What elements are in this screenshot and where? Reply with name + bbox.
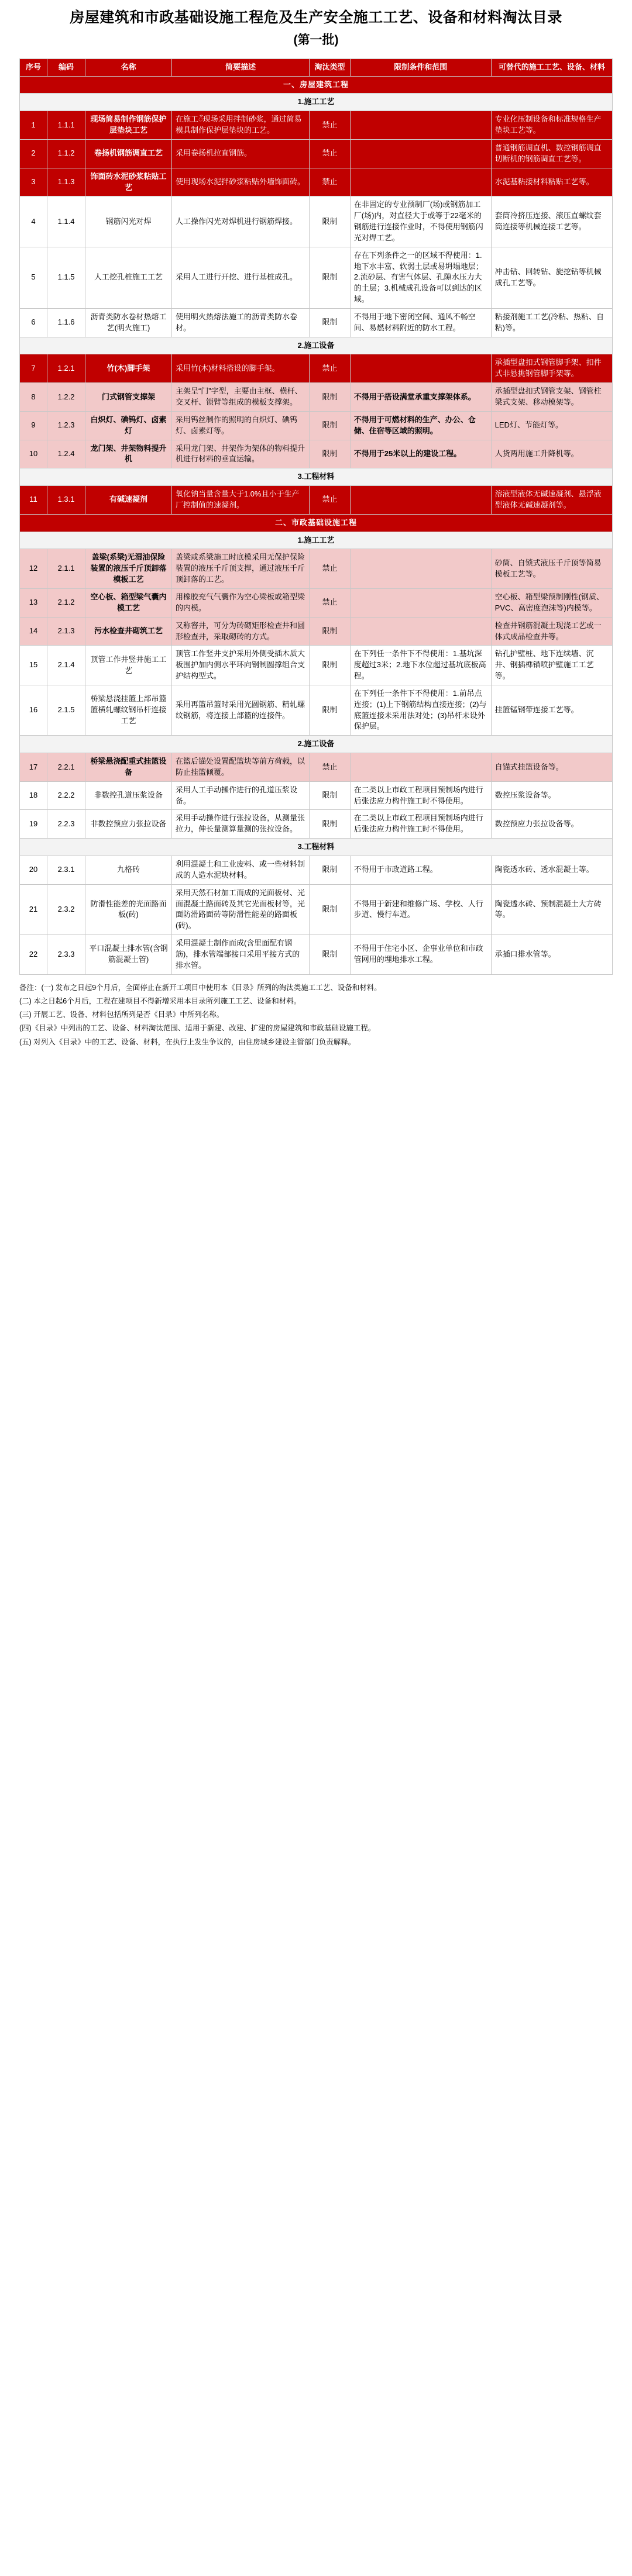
- cell-desc: 采用竹(木)材料搭设的脚手架。: [171, 354, 309, 383]
- cell-type: 限制: [310, 935, 350, 975]
- cell-desc: 使用明火热熔法施工的沥青类防水卷材。: [171, 308, 309, 337]
- cell-limit: [350, 617, 491, 646]
- cell-desc: 利用混凝土和工业废料、或一些材料制成的人造水泥块材料。: [171, 856, 309, 885]
- cell-code: 2.1.1: [47, 549, 85, 589]
- note-line: (四)《目录》中列出的工艺、设备、材料淘汰范围、适用于新建、改建、扩建的房屋建筑和市政基础设施工程。: [19, 1024, 376, 1033]
- cell-type: 限制: [310, 196, 350, 247]
- cell-type: 禁止: [310, 486, 350, 515]
- cell-type: 禁止: [310, 549, 350, 589]
- cell-code: 1.1.5: [47, 247, 85, 308]
- cell-type: 限制: [310, 440, 350, 468]
- cell-limit: [350, 168, 491, 196]
- cell-code: 2.3.3: [47, 935, 85, 975]
- cell-code: 1.1.3: [47, 168, 85, 196]
- cell-name: 污水检查井砌筑工艺: [85, 617, 172, 646]
- cell-type: 限制: [310, 617, 350, 646]
- cell-alt: 承插口排水管等。: [491, 935, 612, 975]
- cell-no: 20: [20, 856, 47, 885]
- cell-desc: 采用卷扬机拉直钢筋。: [171, 139, 309, 168]
- header-desc: 简要描述: [171, 58, 309, 76]
- cell-code: 1.3.1: [47, 486, 85, 515]
- cell-desc: 在篮后锚处设置配篮块等前方荷载，以防止挂篮倾覆。: [171, 753, 309, 782]
- header-row: [20, 58, 613, 76]
- cell-no: 3: [20, 168, 47, 196]
- cell-alt: 挂篮锰钢带连接工艺等。: [491, 685, 612, 735]
- cell-limit: [350, 139, 491, 168]
- cell-desc: 在施工ँ现场采用拌制砂浆，通过简易模具制作保护层垫块的工艺。: [171, 111, 309, 140]
- table-row: [20, 617, 613, 646]
- header-name: 名称: [85, 58, 172, 76]
- cell-alt: LED灯、节能灯等。: [491, 411, 612, 440]
- subsection-title: 2.施工设备: [20, 736, 613, 753]
- cell-alt: 数控预应力张拉设备等。: [491, 810, 612, 839]
- note-line: (五) 对列入《目录》中的工艺、设备、材料，在执行上发生争议的，由住房城乡建设主管部门负责解释。: [19, 1037, 356, 1046]
- cell-alt: 承插型盘扣式钢管支架、钢管柱梁式支架、移动模架等。: [491, 383, 612, 412]
- notes-block: [19, 982, 613, 1049]
- cell-no: 22: [20, 935, 47, 975]
- cell-name: 钢筋闪光对焊: [85, 196, 172, 247]
- header-limit: 限制条件和范围: [350, 58, 491, 76]
- cell-limit: 不得用于新建和维修广场、学校、人行步道、慢行车道。: [350, 884, 491, 934]
- cell-no: 7: [20, 354, 47, 383]
- cell-desc: 采用人工手动操作进行的孔道压浆设备。: [171, 781, 309, 810]
- cell-desc: 人工操作闪光对焊机进行钢筋焊接。: [171, 196, 309, 247]
- cell-type: 限制: [310, 856, 350, 885]
- cell-code: 1.1.6: [47, 308, 85, 337]
- cell-alt: 检查井钢筋混凝土现浇工艺或一体式成品检查井等。: [491, 617, 612, 646]
- cell-limit: [350, 354, 491, 383]
- cell-no: 18: [20, 781, 47, 810]
- subsection-header-row: [20, 532, 613, 549]
- cell-limit: 不得用于可燃材料的生产、办公、仓储、住宿等区域的照明。: [350, 411, 491, 440]
- section-title: 一、房屋建筑工程: [20, 76, 613, 94]
- cell-no: 19: [20, 810, 47, 839]
- page-title: 房屋建筑和市政基础设施工程危及生产安全施工工艺、设备和材料淘汰目录: [70, 9, 562, 26]
- cell-code: 1.2.1: [47, 354, 85, 383]
- note-line: (二) 本之日起6个月后，工程在建项目不得新增采用本目录所列施工工艺、设备和材料。: [19, 996, 301, 1005]
- cell-type: 限制: [310, 411, 350, 440]
- table-row: [20, 856, 613, 885]
- cell-limit: [350, 588, 491, 617]
- cell-limit: [350, 753, 491, 782]
- table-row: [20, 411, 613, 440]
- table-header: [20, 58, 613, 76]
- cell-alt: 砂筒、自锁式液压千斤顶等简易模板工艺等。: [491, 549, 612, 589]
- table-row: [20, 646, 613, 685]
- cell-type: 限制: [310, 884, 350, 934]
- cell-type: 禁止: [310, 168, 350, 196]
- cell-type: 禁止: [310, 588, 350, 617]
- subsection-header-row: [20, 736, 613, 753]
- cell-alt: 自锚式挂篮设备等。: [491, 753, 612, 782]
- cell-desc: 氧化钠当量含量大于1.0%且小于生产厂控制值的速凝剂。: [171, 486, 309, 515]
- table-row: [20, 685, 613, 735]
- title-block: [0, 0, 632, 53]
- cell-name: 沥青类防水卷材热熔工艺(明火施工): [85, 308, 172, 337]
- cell-type: 限制: [310, 383, 350, 412]
- note-line: (三) 开展工艺、设备、材料包括所列是否《目录》中所列名称。: [19, 1011, 224, 1019]
- subsection-header-row: [20, 94, 613, 111]
- section-header-row: [20, 76, 613, 94]
- cell-name: 非数控孔道压浆设备: [85, 781, 172, 810]
- cell-name: 门式钢管支撑架: [85, 383, 172, 412]
- table-row: [20, 440, 613, 468]
- cell-alt: 数控压浆设备等。: [491, 781, 612, 810]
- cell-name: 卷扬机钢筋调直工艺: [85, 139, 172, 168]
- cell-no: 17: [20, 753, 47, 782]
- table-row: [20, 196, 613, 247]
- cell-desc: 采用手动操作进行张拉设备，从测量张拉力，伸长量测算量测的张拉设备。: [171, 810, 309, 839]
- cell-name: 平口混凝土排水管(含钢筋混凝土管): [85, 935, 172, 975]
- cell-alt: 溶液型液体无碱速凝剂、悬浮液型液体无碱速凝剂等。: [491, 486, 612, 515]
- header-no: 序号: [20, 58, 47, 76]
- cell-code: 1.1.4: [47, 196, 85, 247]
- table-row: [20, 935, 613, 975]
- cell-code: 1.2.3: [47, 411, 85, 440]
- subsection-title: 1.施工工艺: [20, 94, 613, 111]
- cell-alt: 普通钢筋调直机、数控钢筋调直切断机的钢筋调直工艺等。: [491, 139, 612, 168]
- cell-code: 2.3.2: [47, 884, 85, 934]
- subsection-header-row: [20, 839, 613, 856]
- cell-name: 白炽灯、碘钨灯、卤素灯: [85, 411, 172, 440]
- cell-desc: 使用现场水泥拌砂浆粘贴外墙饰面砖。: [171, 168, 309, 196]
- table-row: [20, 810, 613, 839]
- cell-type: 限制: [310, 810, 350, 839]
- cell-code: 2.1.4: [47, 646, 85, 685]
- table-row: [20, 139, 613, 168]
- note-line: 备注：(一) 发布之日起9个月后，全面停止在新开工项目中使用本《目录》所列的淘汰类施工工艺、设备和材料。: [19, 983, 382, 992]
- subsection-title: 1.施工工艺: [20, 532, 613, 549]
- cell-limit: 在下列任一条件下不得使用：1.前吊点连接；(1)上下钢筋结构直接连接；(2)与底篮连接未采用法对处；(3)吊杆未设外保护层。: [350, 685, 491, 735]
- subsection-title: 3.工程材料: [20, 468, 613, 486]
- cell-no: 21: [20, 884, 47, 934]
- cell-limit: [350, 549, 491, 589]
- cell-name: 防滑性能差的光面路面板(砖): [85, 884, 172, 934]
- table-row: [20, 753, 613, 782]
- cell-desc: 采用混凝土制作而成(含里面配有钢筋)，排水管端部接口采用平接方式的排水管。: [171, 935, 309, 975]
- cell-type: 禁止: [310, 753, 350, 782]
- cell-alt: 承插型盘扣式钢管脚手架、扣件式非悬挑钢管脚手架等。: [491, 354, 612, 383]
- table-row: [20, 308, 613, 337]
- cell-name: 盖梁(系梁)无湿油保险装置的液压千斤顶卸落模板工艺: [85, 549, 172, 589]
- cell-alt: 水泥基粘接材料粘贴工艺等。: [491, 168, 612, 196]
- cell-no: 9: [20, 411, 47, 440]
- cell-name: 竹(木)脚手架: [85, 354, 172, 383]
- section-header-row: [20, 514, 613, 532]
- cell-limit: 不得用于25米以上的建设工程。: [350, 440, 491, 468]
- cell-limit: 不得用于地下密闭空间、通风不畅空间、易燃材料附近的防水工程。: [350, 308, 491, 337]
- cell-type: 限制: [310, 308, 350, 337]
- subsection-header-row: [20, 337, 613, 354]
- cell-type: 禁止: [310, 139, 350, 168]
- cell-limit: 在下列任一条件下不得使用：1.基坑深度超过3米；2.地下水位超过基坑底板高程。: [350, 646, 491, 685]
- cell-no: 11: [20, 486, 47, 515]
- cell-desc: 采用人工进行开挖、进行基桩成孔。: [171, 247, 309, 308]
- table-row: [20, 884, 613, 934]
- cell-limit: 在二类以上市政工程项目预制场内进行后张法应力构件施工时不得使用。: [350, 810, 491, 839]
- cell-code: 2.1.5: [47, 685, 85, 735]
- cell-limit: 不得用于住宅小区、企事业单位和市政管网用的埋地排水工程。: [350, 935, 491, 975]
- cell-desc: 用橡胶充气气囊作为空心梁板或箱型梁的内模。: [171, 588, 309, 617]
- cell-type: 限制: [310, 247, 350, 308]
- cell-limit: [350, 111, 491, 140]
- cell-type: 限制: [310, 781, 350, 810]
- cell-alt: 人货两用施工升降机等。: [491, 440, 612, 468]
- cell-no: 12: [20, 549, 47, 589]
- cell-code: 2.3.1: [47, 856, 85, 885]
- cell-alt: 专业化压制设备和标准规格生产垫块工艺等。: [491, 111, 612, 140]
- cell-alt: 陶瓷透水砖、透水混凝土等。: [491, 856, 612, 885]
- cell-name: 非数控预应力张拉设备: [85, 810, 172, 839]
- cell-name: 人工挖孔桩施工工艺: [85, 247, 172, 308]
- cell-limit: 不得用于搭设满堂承重支撑架体系。: [350, 383, 491, 412]
- cell-name: 九格砖: [85, 856, 172, 885]
- document-page: [0, 0, 632, 1056]
- table-row: [20, 168, 613, 196]
- cell-desc: 采用钨丝制作的照明的白炽灯、碘钨灯、卤素灯等。: [171, 411, 309, 440]
- cell-code: 1.1.1: [47, 111, 85, 140]
- cell-no: 1: [20, 111, 47, 140]
- subsection-header-row: [20, 468, 613, 486]
- page-subtitle: (第一批): [293, 33, 339, 47]
- cell-limit: 在二类以上市政工程项目预制场内进行后张法应力构件施工时不得使用。: [350, 781, 491, 810]
- cell-alt: 陶瓷透水砖、预制混凝土大方砖等。: [491, 884, 612, 934]
- table-row: [20, 354, 613, 383]
- cell-type: 限制: [310, 685, 350, 735]
- cell-no: 5: [20, 247, 47, 308]
- table-body: [20, 76, 613, 974]
- cell-name: 现场简易制作钢筋保护层垫块工艺: [85, 111, 172, 140]
- cell-code: 2.2.1: [47, 753, 85, 782]
- cell-no: 6: [20, 308, 47, 337]
- cell-no: 4: [20, 196, 47, 247]
- cell-alt: 空心板、箱型梁预制刚性(钢质、PVC、高密度泡沫等)内模等。: [491, 588, 612, 617]
- cell-type: 禁止: [310, 354, 350, 383]
- table-row: [20, 383, 613, 412]
- table-row: [20, 486, 613, 515]
- cell-code: 2.2.3: [47, 810, 85, 839]
- cell-no: 13: [20, 588, 47, 617]
- cell-code: 2.1.2: [47, 588, 85, 617]
- cell-desc: 盖梁或系梁施工时底模采用无保护保险装置的液压千斤顶支撑，通过液压千斤顶卸落的工艺。: [171, 549, 309, 589]
- cell-desc: 又称窨井，可分为砖砌矩形检查井和圆形检查井，采取砌砖的方式。: [171, 617, 309, 646]
- cell-name: 顶管工作井竖井施工工艺: [85, 646, 172, 685]
- section-title: 二、市政基础设施工程: [20, 514, 613, 532]
- cell-alt: 钻孔护壁桩、地下连续墙、沉井、钢插榫锚喷护壁施工工艺等。: [491, 646, 612, 685]
- cell-no: 2: [20, 139, 47, 168]
- cell-limit: [350, 486, 491, 515]
- cell-code: 1.2.2: [47, 383, 85, 412]
- table-row: [20, 247, 613, 308]
- cell-desc: 顶管工作竖井支护采用外侧受插木质大板围护加内侧水平环向钢制圆撑组合支护结构型式。: [171, 646, 309, 685]
- cell-code: 2.2.2: [47, 781, 85, 810]
- cell-desc: 主架呈“门”字型，主要由主框、横杆、交叉杆、锁臂等组成的模板支撑架。: [171, 383, 309, 412]
- obsolete-items-table: [19, 58, 613, 975]
- header-code: 编码: [47, 58, 85, 76]
- cell-no: 15: [20, 646, 47, 685]
- table-row: [20, 781, 613, 810]
- cell-code: 1.1.2: [47, 139, 85, 168]
- table-row: [20, 588, 613, 617]
- cell-limit: 在非固定的专业预制厂(场)或钢筋加工厂(场)内，对直径大于或等于22毫米的钢筋进行连接作业时，不得使用钢筋闪光对焊工艺。: [350, 196, 491, 247]
- cell-desc: 采用龙门架、井架作为架体的物料提升机进行材料的垂直运输。: [171, 440, 309, 468]
- cell-alt: 粘接剂施工工艺(冷粘、热粘、自粘)等。: [491, 308, 612, 337]
- cell-code: 2.1.3: [47, 617, 85, 646]
- cell-code: 1.2.4: [47, 440, 85, 468]
- cell-no: 16: [20, 685, 47, 735]
- cell-name: 空心板、箱型梁气囊内模工艺: [85, 588, 172, 617]
- cell-desc: 采用天然石材加工而成的光面板材、光面混凝土路面砖及其它光面板材等，光面防滑路面砖等防滑性能差的路面板(砖)。: [171, 884, 309, 934]
- cell-alt: 冲击钻、回转钻、旋挖钻等机械成孔工艺等。: [491, 247, 612, 308]
- cell-name: 龙门架、井架物料提升机: [85, 440, 172, 468]
- cell-no: 8: [20, 383, 47, 412]
- cell-type: 禁止: [310, 111, 350, 140]
- subsection-title: 3.工程材料: [20, 839, 613, 856]
- cell-desc: 采用再篮吊篮时采用光圆钢筋、精轧螺纹钢筋，将连接上部篮的连接件。: [171, 685, 309, 735]
- header-alt: 可替代的施工工艺、设备、材料: [491, 58, 612, 76]
- cell-name: 饰面砖水泥砂浆粘贴工艺: [85, 168, 172, 196]
- table-row: [20, 549, 613, 589]
- table-row: [20, 111, 613, 140]
- cell-type: 限制: [310, 646, 350, 685]
- cell-no: 14: [20, 617, 47, 646]
- cell-alt: 套筒冷挤压连接、滚压直螺纹套筒连接等机械连接工艺等。: [491, 196, 612, 247]
- cell-name: 有碱速凝剂: [85, 486, 172, 515]
- cell-name: 桥梁悬浇挂篮上部吊篮篮横轧螺纹钢吊杆连接工艺: [85, 685, 172, 735]
- cell-name: 桥梁悬浇配重式挂篮设备: [85, 753, 172, 782]
- cell-no: 10: [20, 440, 47, 468]
- cell-limit: 不得用于市政道路工程。: [350, 856, 491, 885]
- subsection-title: 2.施工设备: [20, 337, 613, 354]
- cell-limit: 存在下列条件之一的区域不得使用：1.地下水丰富、软弱土层或易坍塌地层；2.流砂层、有害气体层、孔隙水压力大的土层；3.机械成孔设备可以到达的区域。: [350, 247, 491, 308]
- header-type: 淘汰类型: [310, 58, 350, 76]
